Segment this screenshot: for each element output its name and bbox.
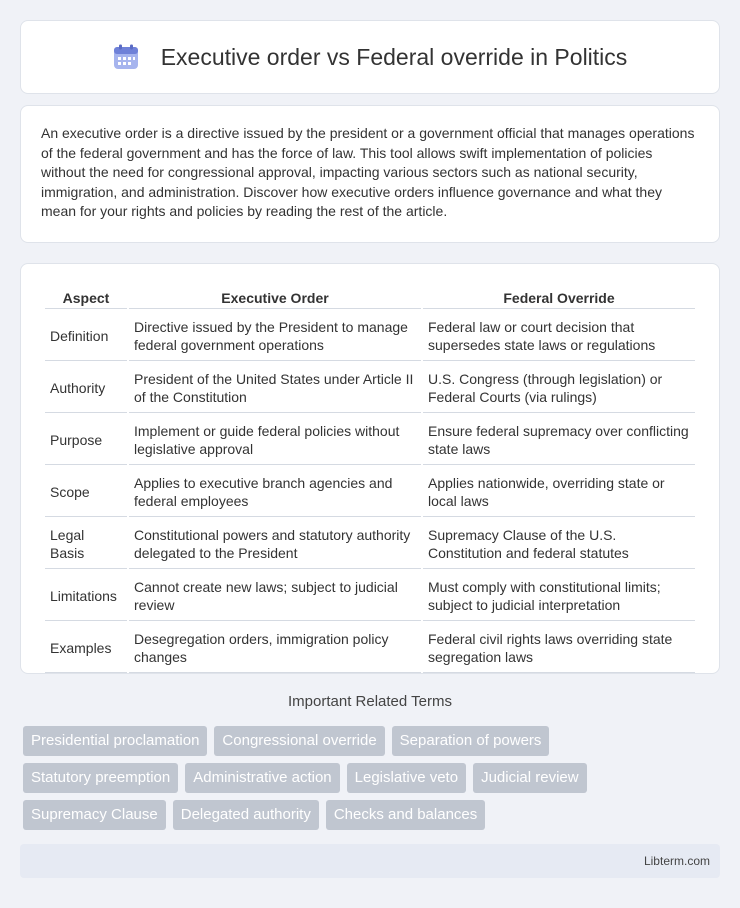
term-tag[interactable]: Statutory preemption	[23, 763, 178, 793]
table-row	[45, 519, 695, 569]
column-header-aspect: Aspect	[45, 286, 127, 309]
column-header-federal-override: Federal Override	[423, 286, 695, 309]
federal-override-cell: U.S. Congress (through legislation) or Federal Courts (via rulings)	[423, 363, 695, 413]
federal-override-cell: Federal law or court decision that supersedes state laws or regulations	[423, 311, 695, 361]
term-tag[interactable]: Legislative veto	[347, 763, 466, 793]
term-tag[interactable]: Presidential proclamation	[23, 726, 207, 756]
term-tag[interactable]: Administrative action	[185, 763, 339, 793]
related-terms-title: Important Related Terms	[288, 693, 452, 710]
table-row	[45, 623, 695, 673]
aspect-cell: Authority	[45, 363, 127, 413]
aspect-cell: Definition	[45, 311, 127, 361]
term-tag[interactable]: Checks and balances	[326, 800, 485, 830]
intro-text: An executive order is a directive issued by the president or a government official that manages operations of the federal government and has the force of law. This tool allows swift implementation of policies without the need for congressional approval, impacting various sectors such as national security, immigration, and administration. Discover how executive orders influence governance and what they mean for your rights and policies by reading the rest of the article.	[41, 125, 695, 219]
term-row	[23, 800, 723, 830]
related-terms	[23, 726, 723, 837]
header-card	[20, 20, 720, 94]
executive-order-cell: Desegregation orders, immigration policy changes	[129, 623, 421, 673]
column-header-executive-order: Executive Order	[129, 286, 421, 309]
comparison-table	[43, 284, 697, 675]
footer-site-link[interactable]: Libterm.com	[643, 854, 710, 868]
executive-order-cell: Applies to executive branch agencies and federal employees	[129, 467, 421, 517]
table-row	[45, 415, 695, 465]
intro-card	[20, 105, 720, 243]
aspect-cell: Limitations	[45, 571, 127, 621]
table-row	[45, 467, 695, 517]
federal-override-cell: Ensure federal supremacy over conflicting state laws	[423, 415, 695, 465]
term-tag[interactable]: Congressional override	[214, 726, 384, 756]
comparison-card	[20, 263, 720, 674]
term-row	[23, 763, 723, 793]
term-tag[interactable]: Judicial review	[473, 763, 587, 793]
federal-override-cell: Must comply with constitutional limits; subject to judicial interpretation	[423, 571, 695, 621]
table-row	[45, 311, 695, 361]
footer	[20, 844, 720, 878]
calendar-icon	[113, 44, 139, 70]
term-row	[23, 726, 723, 756]
term-tag[interactable]: Supremacy Clause	[23, 800, 166, 830]
federal-override-cell: Applies nationwide, overriding state or local laws	[423, 467, 695, 517]
aspect-cell: Examples	[45, 623, 127, 673]
executive-order-cell: Directive issued by the President to manage federal government operations	[129, 311, 421, 361]
executive-order-cell: Cannot create new laws; subject to judicial review	[129, 571, 421, 621]
executive-order-cell: Constitutional powers and statutory authority delegated to the President	[129, 519, 421, 569]
table-header-row	[45, 286, 695, 309]
aspect-cell: Scope	[45, 467, 127, 517]
executive-order-cell: President of the United States under Article II of the Constitution	[129, 363, 421, 413]
page-title: Executive order vs Federal override in Politics	[160, 43, 628, 70]
federal-override-cell: Supremacy Clause of the U.S. Constitution and federal statutes	[423, 519, 695, 569]
term-tag[interactable]: Delegated authority	[173, 800, 319, 830]
term-tag[interactable]: Separation of powers	[392, 726, 550, 756]
aspect-cell: Legal Basis	[45, 519, 127, 569]
aspect-cell: Purpose	[45, 415, 127, 465]
federal-override-cell: Federal civil rights laws overriding state segregation laws	[423, 623, 695, 673]
table-row	[45, 363, 695, 413]
executive-order-cell: Implement or guide federal policies without legislative approval	[129, 415, 421, 465]
table-row	[45, 571, 695, 621]
